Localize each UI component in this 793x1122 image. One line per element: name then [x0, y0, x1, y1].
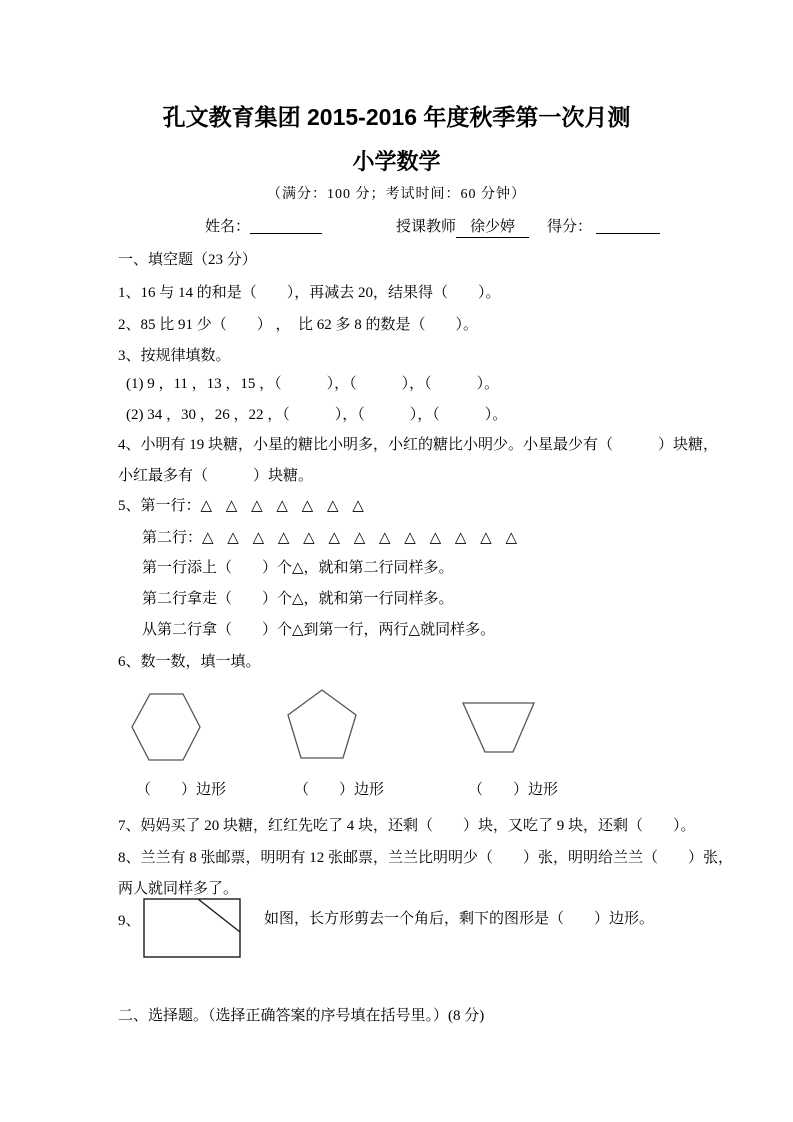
- teacher-label: 授课教师: [396, 219, 457, 235]
- exam-info: （满分：100 分；考试时间：60 分钟）: [267, 187, 526, 202]
- student-info-row: [205, 215, 660, 238]
- hexagon-shape: [130, 691, 202, 763]
- question-5-remove-line: 第二行拿走（ ）个△，就和第一行同样多。: [142, 591, 454, 607]
- score-label: 得分：: [547, 219, 593, 235]
- row-2-triangles: △ △ △ △ △ △ △ △ △ △ △ △ △: [202, 530, 522, 546]
- question-7: 7、妈妈买了 20 块糖，红红先吃了 4 块，还剩（ ）块，又吃了 9 块，还剩（ ）。: [118, 818, 696, 834]
- question-9-text: 如图，长方形剪去一个角后，剩下的图形是（ ）边形。: [264, 911, 655, 927]
- pentagon-shape: [286, 688, 358, 761]
- question-8-line-2: 两人就同样多了。: [118, 881, 239, 897]
- question-3-item-1: (1) 9 ，11 ，13 ，15 ，（ ），（ ），（ ）。: [126, 376, 500, 392]
- score-blank: [596, 217, 660, 234]
- exam-subtitle: 小学数学: [352, 149, 441, 174]
- question-5-row-1: [118, 496, 369, 516]
- section-1-heading: 一、填空题（23 分）: [118, 252, 257, 268]
- question-3-item-2: (2) 34 ，30 ，26 ，22 ，（ ），（ ），（ ）。: [126, 407, 508, 423]
- question-8-line-1: 8、兰兰有 8 张邮票，明明有 12 张邮票，兰兰比明明少（ ）张，明明给兰兰（ ）张，: [118, 850, 734, 866]
- question-1: 1、16 与 14 的和是（ ），再减去 20，结果得（ ）。: [118, 285, 501, 301]
- exam-title: 孔文教育集团 2015-2016 年度秋季第一次月测: [162, 104, 631, 130]
- hexagon-answer-label: （ ）边形: [136, 782, 227, 798]
- question-2: 2、85 比 91 少（ ） ， 比 62 多 8 的数是（ ）。: [118, 317, 479, 333]
- question-5-add-line: 第一行添上（ ）个△，就和第二行同样多。: [142, 560, 454, 576]
- question-6: 6、数一数，填一填。: [118, 654, 261, 670]
- question-9-number: 9、: [118, 913, 141, 929]
- name-label: 姓名：: [205, 219, 251, 235]
- question-4-line-2: 小红最多有（ ）块糖。: [118, 468, 314, 484]
- trapezoid-answer-label: （ ）边形: [468, 782, 559, 798]
- row-2-label: 第二行：: [142, 530, 203, 546]
- pentagon-answer-label: （ ）边形: [294, 782, 385, 798]
- name-blank: [250, 217, 322, 234]
- row-1-triangles: △ △ △ △ △ △ △: [200, 498, 369, 514]
- row-1-label: 5、第一行：: [118, 498, 201, 514]
- question-4-line-1: 4、小明有 19 块糖，小星的糖比小明多，小红的糖比小明少。小星最少有（ ）块糖，: [118, 437, 719, 453]
- question-3: 3、按规律填数。: [118, 348, 231, 364]
- section-2-heading: 二、选择题。（选择正确答案的序号填在括号里。）(8 分): [118, 1008, 485, 1024]
- question-5-move-line: 从第二行拿（ ）个△到第一行，两行△就同样多。: [142, 622, 496, 638]
- question-5-row-2: [142, 528, 522, 548]
- teacher-name: 徐少婷: [456, 215, 529, 238]
- trapezoid-shape: [461, 701, 536, 754]
- rectangle-cut-figure: [143, 898, 242, 959]
